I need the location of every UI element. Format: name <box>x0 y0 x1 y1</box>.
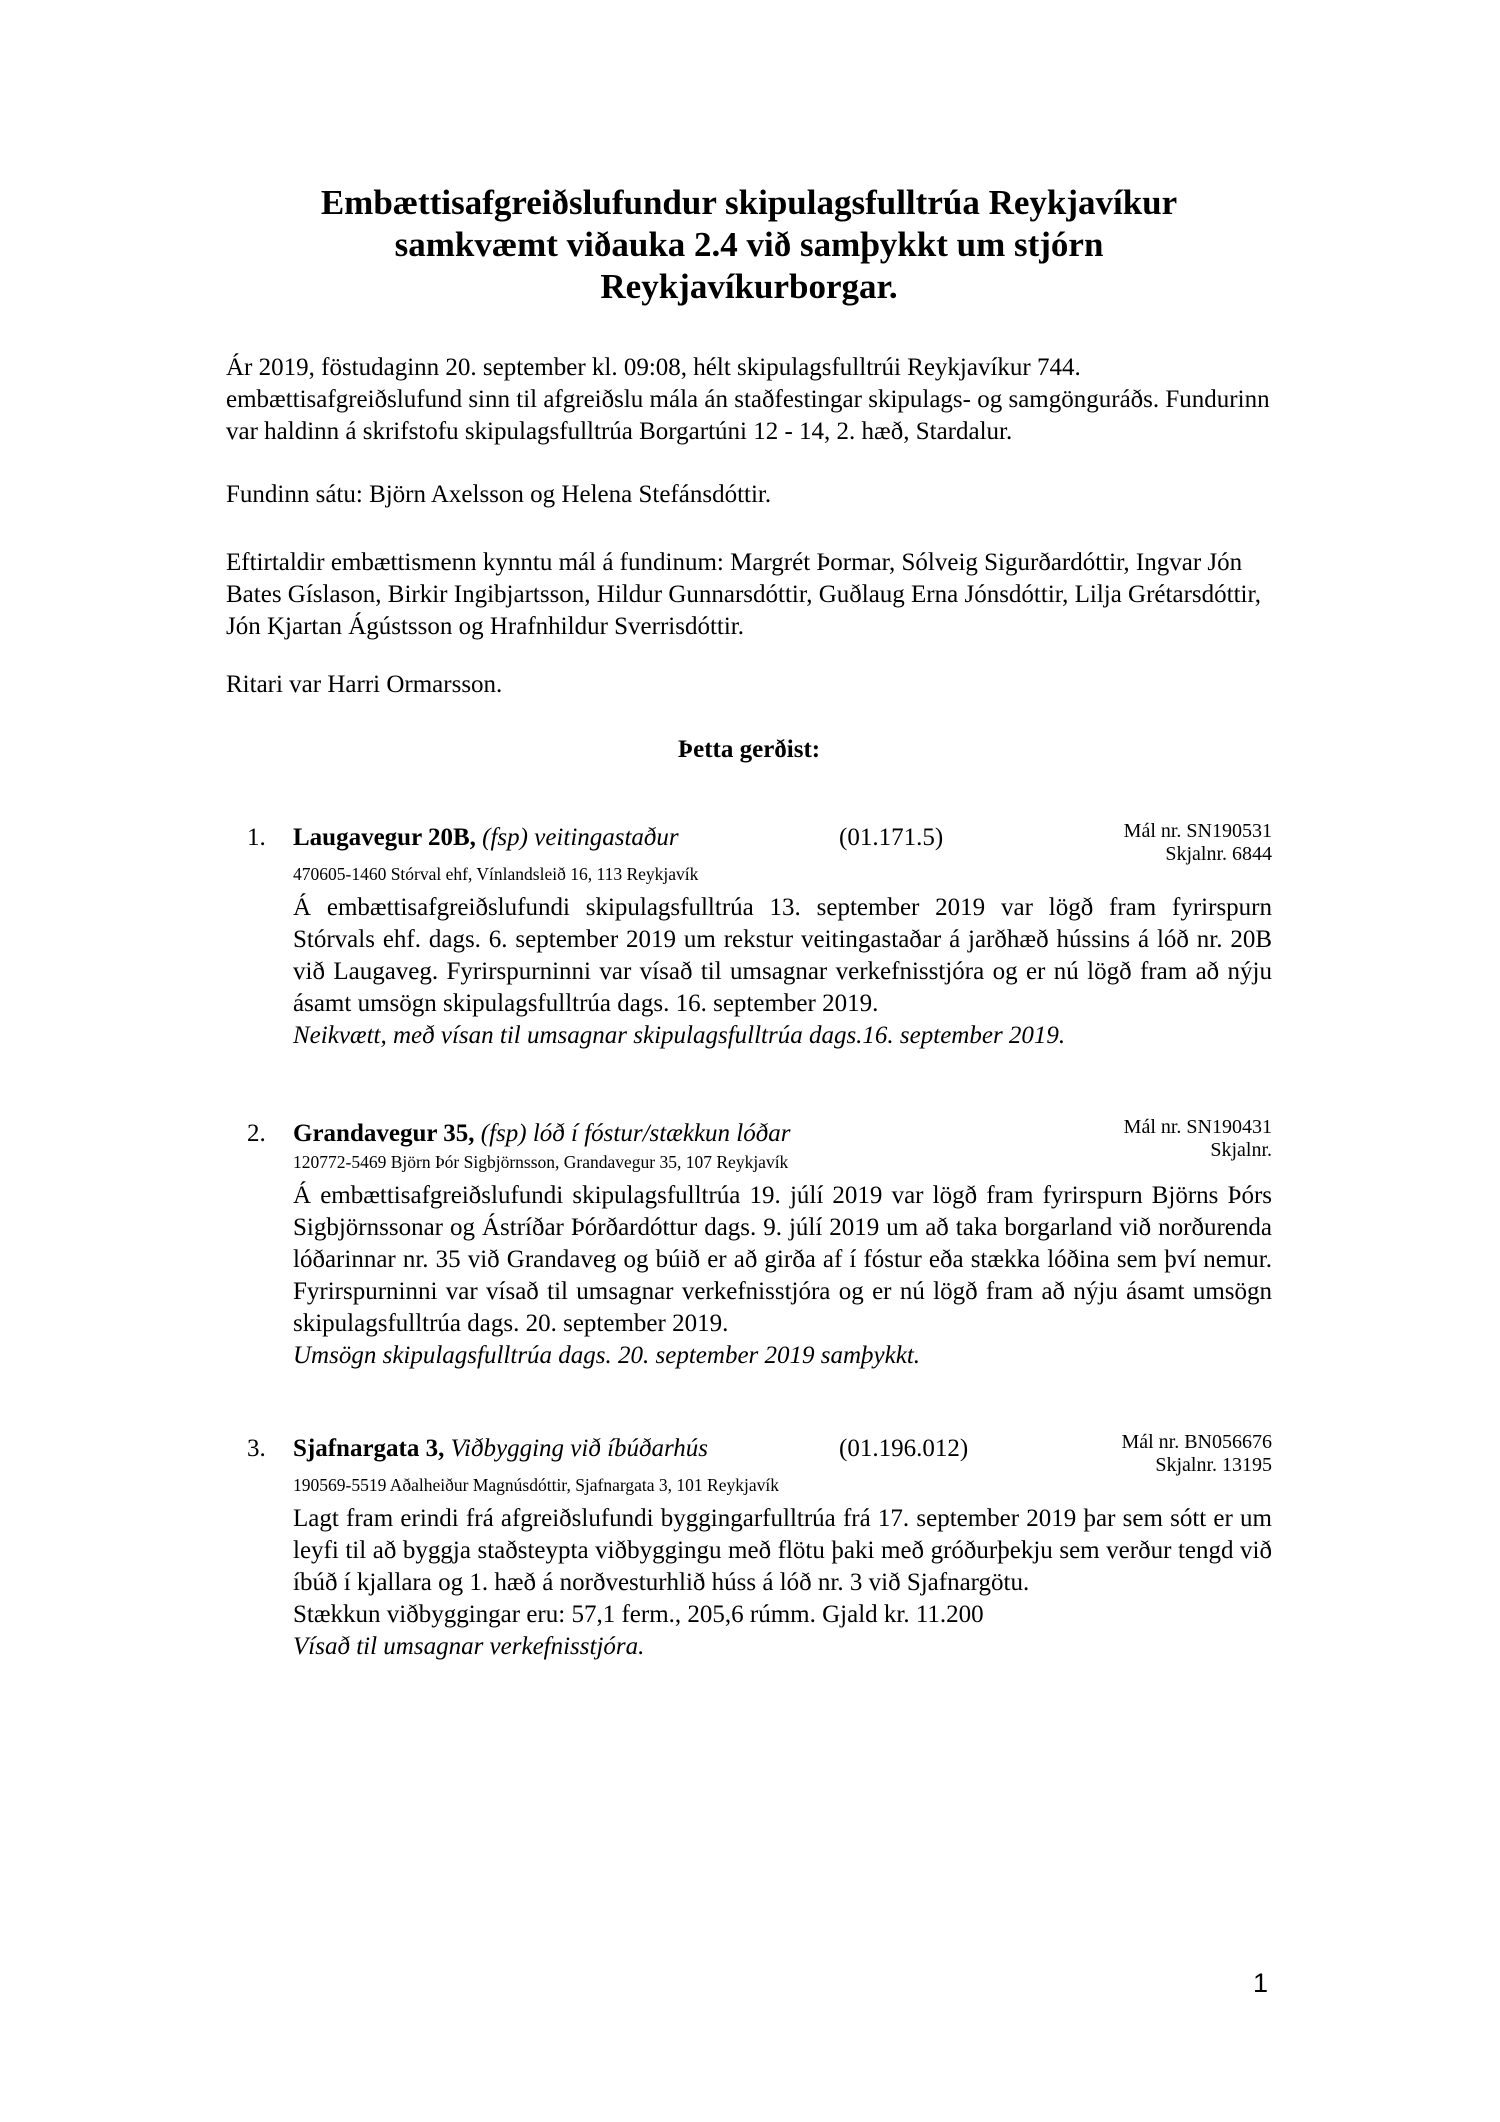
item-titles <box>293 1118 823 1150</box>
agenda-items <box>226 822 1272 1663</box>
agenda-item-3 <box>226 1433 1272 1663</box>
page-title-line-2: samkvæmt viðauka 2.4 við samþykkt um stjórn <box>394 225 1104 264</box>
intro-paragraph: Ár 2019, föstudaginn 20. september kl. 09:08, hélt skipulagsfulltrúi Reykjavíkur 744. embættisafgreiðslufund sinn til afgreiðslu mála án staðfestingar skipulags- og samgönguráðs. Fundurinn var haldinn á skrifstofu skipulagsfulltrúa Borgartúni 12 - 14, 2. hæð, Stardalur. <box>226 354 1270 445</box>
document-content <box>226 0 1272 1663</box>
item-titles <box>293 1433 823 1465</box>
item-number: 1. <box>247 824 266 851</box>
page-number: 1 <box>1253 1968 1269 1998</box>
page-title <box>226 182 1272 308</box>
item-number: 2. <box>247 1120 266 1147</box>
item-title: Sjafnargata 3, <box>293 1435 445 1462</box>
item-subtitle: Viðbygging við íbúðarhús <box>450 1435 709 1462</box>
item-header <box>226 1116 1272 1161</box>
item-registrant: 470605-1460 Stórval ehf, Vínlandsleið 16, 113 Reykjavík <box>293 864 699 884</box>
item-code: (01.196.012) <box>839 1435 969 1462</box>
item-decision: Vísað til umsagnar verkefnisstjóra. <box>293 1633 645 1660</box>
document-number: Skjalnr. 13195 <box>1155 1454 1272 1476</box>
item-registrant: 190569-5519 Aðalheiður Magnúsdóttir, Sjafnargata 3, 101 Reykjavík <box>293 1475 779 1495</box>
agenda-item-1 <box>226 822 1272 1052</box>
item-decision: Neikvætt, með vísan til umsagnar skipulagsfulltrúa dags.16. september 2019. <box>293 1022 1066 1049</box>
item-decision: Umsögn skipulagsfulltrúa dags. 20. september 2019 samþykkt. <box>293 1342 921 1369</box>
item-refs <box>1124 1116 1272 1162</box>
agenda-item-2 <box>226 1118 1272 1372</box>
attendees-paragraph: Fundinn sátu: Björn Axelsson og Helena Stefánsdóttir. <box>226 481 772 508</box>
case-number: Mál nr. BN056676 <box>1121 1431 1272 1453</box>
document-number: Skjalnr. 6844 <box>1165 843 1272 865</box>
item-titles <box>293 822 823 854</box>
item-body: Á embættisafgreiðslufundi skipulagsfulltrúa 13. september 2019 var lögð fram fyrirspurn Stórvals ehf. dags. 6. september 2019 um rekstur veitingastaðar á jarðhæð hússins á lóð nr. 20B við Laugaveg. Fyrirspurninni var vísað til umsagnar verkefnisstjóra og er nú lögð fram að nýju ásamt umsögn skipulagsfulltrúa dags. 16. september 2019. <box>293 894 1272 1017</box>
page-title-line-3: Reykjavíkurborgar. <box>600 267 898 306</box>
item-body: Á embættisafgreiðslufundi skipulagsfulltrúa 19. júlí 2019 var lögð fram fyrirspurn Björns Þórs Sigbjörnssonar og Ástríðar Þórðardóttur dags. 9. júlí 2019 um að taka borgarland við norðurenda lóðarinnar nr. 35 við Grandaveg og búið er að girða af í fóstur eða stækka lóðina sem því nemur. Fyrirspurninni var vísað til umsagnar verkefnisstjóra og er nú lögð fram að nýju ásamt umsögn skipulagsfulltrúa dags. 20. september 2019. <box>293 1182 1272 1337</box>
item-refs <box>1121 1431 1272 1477</box>
item-extra: Stækkun viðbyggingar eru: 57,1 ferm., 205,6 rúmm. Gjald kr. 11.200 <box>293 1601 984 1628</box>
page-title-line-1: Embættisafgreiðslufundur skipulagsfulltrúa Reykjavíkur <box>320 183 1178 222</box>
item-title: Grandavegur 35, <box>293 1120 475 1147</box>
item-refs <box>1124 820 1272 866</box>
item-subtitle: (fsp) lóð í fóstur/stækkun lóðar <box>480 1120 791 1147</box>
item-number: 3. <box>247 1435 266 1462</box>
document-number: Skjalnr. <box>1210 1139 1272 1161</box>
secretary-paragraph: Ritari var Harri Ormarsson. <box>226 671 503 698</box>
item-body: Lagt fram erindi frá afgreiðslufundi byggingarfulltrúa frá 17. september 2019 þar sem sótt er um leyfi til að byggja staðsteypta viðbyggingu með flötu þaki með gróðurþekju sem verður tengd við íbúð í kjallara og 1. hæð á norðvesturhlið húss á lóð nr. 3 við Sjafnargötu. <box>293 1505 1272 1596</box>
officials-paragraph: Eftirtaldir embættismenn kynntu mál á fundinum: Margrét Þormar, Sólveig Sigurðardóttir, Ingvar Jón Bates Gíslason, Birkir Ingibjartsson, Hildur Gunnarsdóttir, Guðlaug Erna Jónsdóttir, Lilja Grétarsdóttir, Jón Kjartan Ágústsson og Hrafnhildur Sverrisdóttir. <box>226 549 1262 640</box>
item-header <box>226 1431 1272 1476</box>
case-number: Mál nr. SN190431 <box>1123 1116 1272 1138</box>
item-subtitle: (fsp) veitingastaður <box>482 824 679 851</box>
item-registrant: 120772-5469 Björn Þór Sigbjörnsson, Grandavegur 35, 107 Reykjavík <box>293 1152 789 1172</box>
item-code: (01.171.5) <box>839 824 944 851</box>
case-number: Mál nr. SN190531 <box>1123 820 1272 842</box>
item-header <box>226 820 1272 865</box>
item-title: Laugavegur 20B, <box>293 824 476 851</box>
section-heading: Þetta gerðist: <box>677 736 821 763</box>
